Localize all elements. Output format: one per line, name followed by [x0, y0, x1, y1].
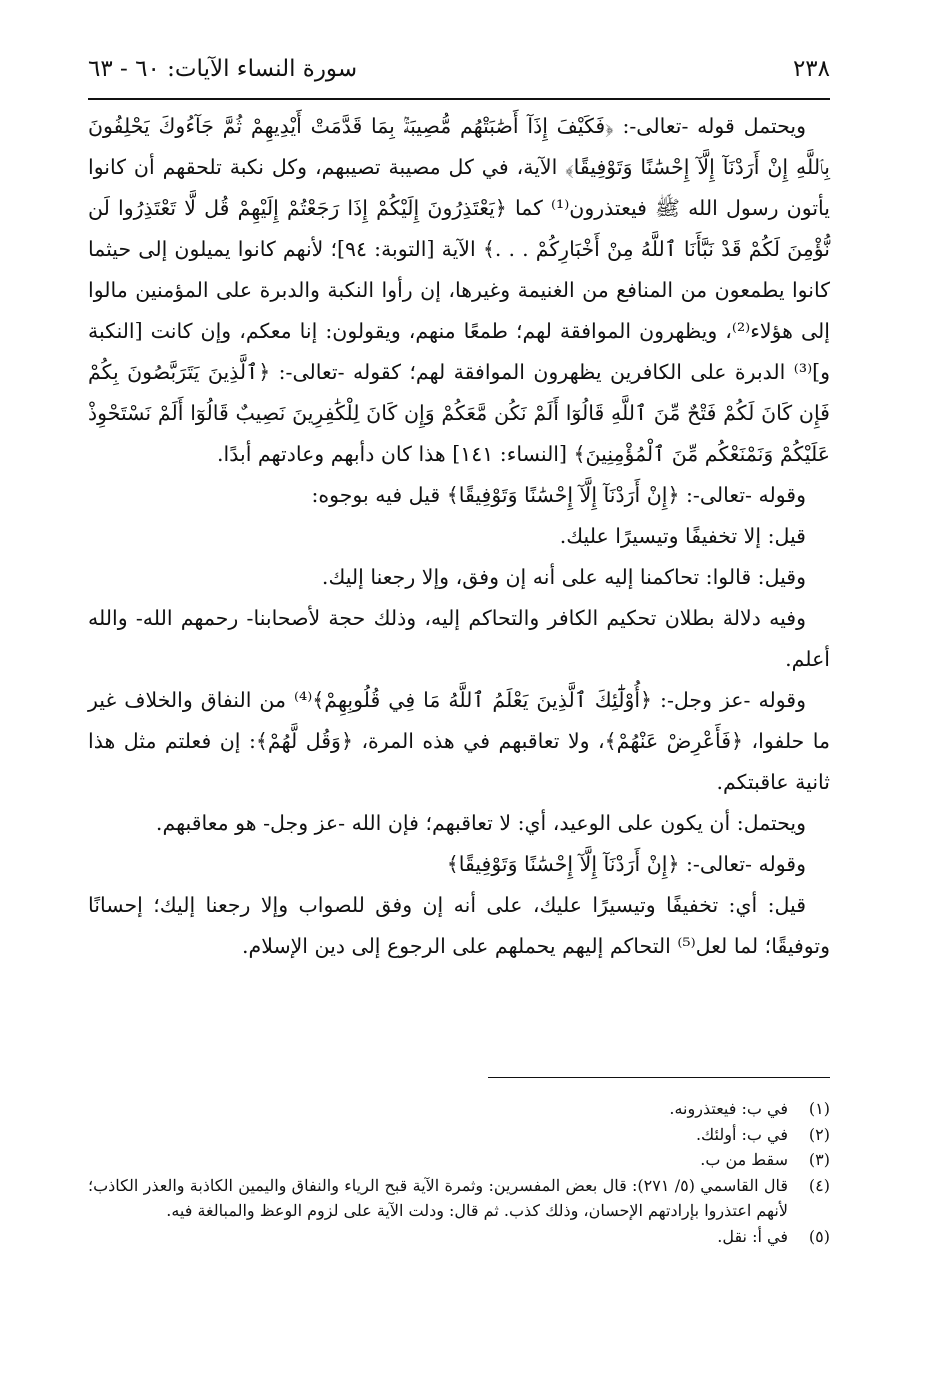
footnote-number: (٥): [808, 1226, 830, 1246]
footnote-text: في أ: نقل.: [717, 1226, 788, 1246]
footnote: [88, 1224, 830, 1250]
footnote-number: (١): [808, 1099, 830, 1118]
header-rule: [88, 98, 830, 100]
footnote: [88, 1173, 830, 1224]
footnote-text: في ب: أولئك.: [695, 1124, 788, 1144]
paragraph: وفيه دلالة بطلان تحكيم الكافر والتحاكم إليه، وذلك حجة لأصحابنا- رحمهم الله- والله أعلم.: [88, 606, 830, 671]
paragraph: وقوله -تعالى-: ﴿إِنْ أَرَدْنَآ إِلَّآ إِحْسَٰنًا وَتَوْفِيقًا﴾ قيل فيه بوجوه:: [311, 483, 806, 507]
footnote-number: (٤): [808, 1175, 830, 1195]
footnote-number: (٣): [808, 1150, 830, 1169]
paragraph: قيل: إلا تخفيفًا وتيسيرًا عليك.: [559, 524, 806, 548]
footnote-rule: [488, 1077, 830, 1078]
footnotes: [88, 1096, 830, 1249]
paragraph: ويحتمل: أن يكون على الوعيد، أي: لا تعاقبهم؛ فإن الله -عز وجل- هو معاقبهم.: [155, 811, 806, 835]
paragraph: وقوله -عز وجل-: ﴿أُوْلَٰٓئِكَ ٱلَّذِينَ يَعْلَمُ ٱللَّهُ مَا فِي قُلُوبِهِمْ﴾⁽⁴⁾ من النفاق والخلاف غير ما حلفوا، ﴿فَأَعْرِضْ عَنْهُمْ﴾، ولا تعاقبهم في هذه المرة، ﴿وَقُل لَّهُمْ﴾: إن فعلتم مثل هذا ثانية عاقبتكم.: [88, 688, 830, 794]
running-title: سورة النساء الآيات: ٦٠ - ٦٣: [88, 56, 358, 82]
footnote-text: في ب: فيعتذرونه.: [669, 1099, 788, 1118]
footnote: [88, 1147, 830, 1173]
paragraph: قيل: أي: تخفيفًا وتيسيرًا عليك، على أنه إن وفق للصواب وإلا رجعنا إليك؛ إحسانًا وتوفيقًا؛ لما لعل⁽⁵⁾ التحاكم إليهم يحملهم على الرجوع إلى دين الإسلام.: [88, 893, 830, 958]
paragraph: وقوله -تعالى-: ﴿إِنْ أَرَدْنَآ إِلَّآ إِحْسَٰنًا وَتَوْفِيقًا﴾: [446, 852, 806, 876]
footnote: [88, 1122, 830, 1148]
footnote-text: قال القاسمي (٥/ ٢٧١): قال بعض المفسرين: وثمرة الآية قبح الرياء والنفاق واليمين الكاذبة والعذر الكاذب؛ لأنهم اعتذروا بإرادتهم الإحسان، وذلك كذب. ثم قال: ودلت الآية على لزوم الوعظ والمبالغة فيه.: [88, 1175, 788, 1220]
book-page: [88, 56, 830, 1366]
main-text: [88, 106, 830, 967]
footnote-number: (٢): [808, 1124, 830, 1144]
footnote: [88, 1096, 830, 1122]
footnote-text: سقط من ب.: [700, 1150, 788, 1169]
page-number: ٢٣٨: [792, 56, 830, 82]
paragraph: ويحتمل قوله -تعالى-: ﴿فَكَيْفَ إِذَآ أَصَٰبَتْهُم مُّصِيبَةُۢ بِمَا قَدَّمَتْ أَيْدِيهِمْ ثُمَّ جَآءُوكَ يَحْلِفُونَ بِٱللَّهِ إِنْ أَرَدْنَآ إِلَّآ إِحْسَٰنًا وَتَوْفِيقًا﴾ الآية، في كل مصيبة تصيبهم، وكل نكبة تلحقهم أن كانوا يأتون رسول الله ﷺ فيعتذرون⁽¹⁾ كما ﴿يَعْتَذِرُونَ إِلَيْكُمْ إِذَا رَجَعْتُمْ إِلَيْهِمْ قُل لَّا تَعْتَذِرُوا لَن نُّؤْمِنَ لَكُمْ قَدْ نَبَّأَنَا ٱللَّهُ مِنْ أَخْبَارِكُمْ . . .﴾ الآية [التوبة: ٩٤]؛ لأنهم كانوا يميلون إلى حيثما كانوا يطمعون من المنافع من الغنيمة وغيرها، إن رأوا النكبة والدبرة على المؤمنين مالوا إلى هؤلاء⁽²⁾، ويظهرون الموافقة لهم؛ طمعًا منهم، ويقولون: إنا معكم، وإن كانت [النكبة و]⁽³⁾ الدبرة على الكافرين يظهرون الموافقة لهم؛ كقوله -تعالى-: ﴿ٱلَّذِينَ يَتَرَبَّصُونَ بِكُمْ فَإِن كَانَ لَكُمْ فَتْحٌ مِّنَ ٱللَّهِ قَالُوٓا أَلَمْ نَكُن مَّعَكُمْ وَإِن كَانَ لِلْكَٰفِرِينَ نَصِيبٌ قَالُوٓا أَلَمْ نَسْتَحْوِذْ عَلَيْكُمْ وَنَمْنَعْكُم مِّنَ ٱلْمُؤْمِنِينَ﴾ [النساء: ١٤١] هذا كان دأبهم وعادتهم أبدًا.: [88, 114, 831, 466]
paragraph: وقيل: قالوا: تحاكمنا إليه على أنه إن وفق، وإلا رجعنا إليك.: [321, 565, 806, 589]
running-header: [88, 56, 830, 94]
